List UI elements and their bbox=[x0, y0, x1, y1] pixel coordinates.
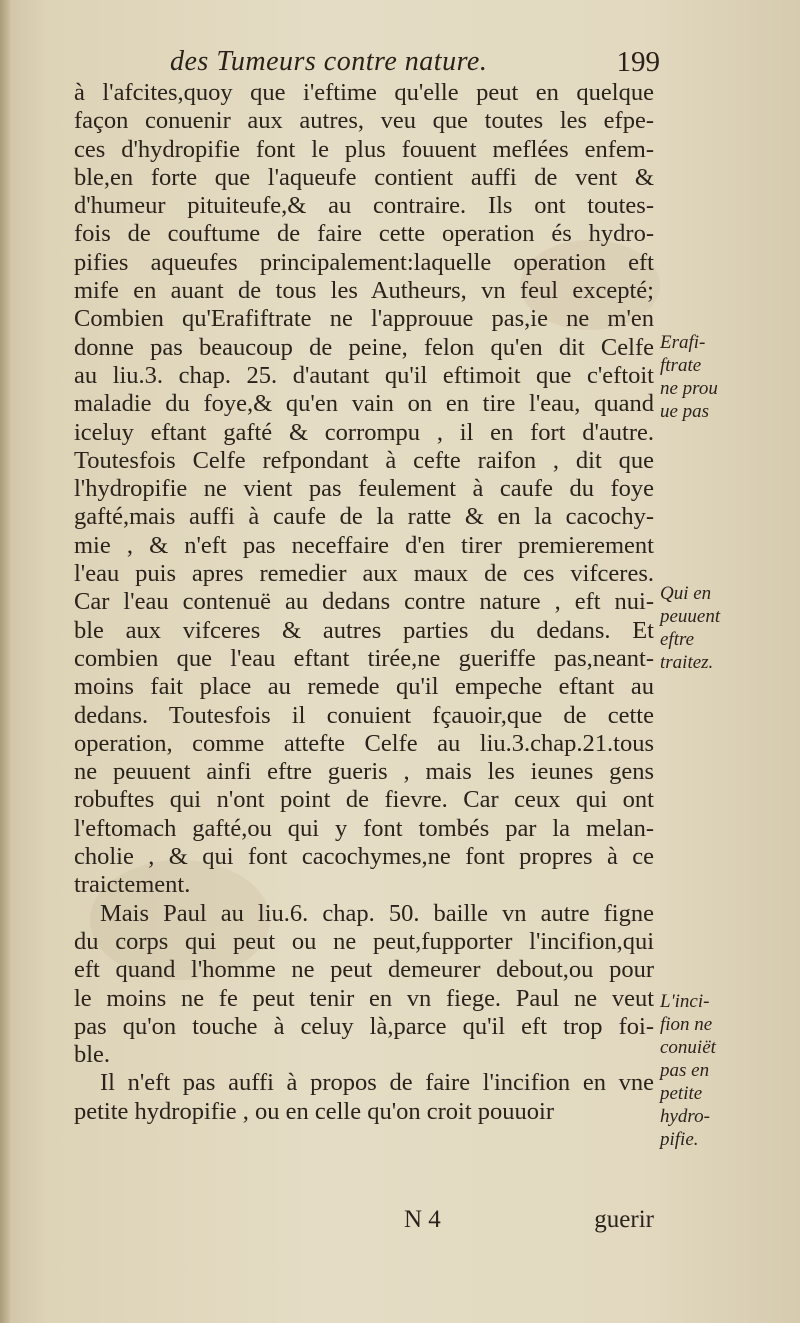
page-number: 199 bbox=[616, 46, 660, 78]
text-line: Mais Paul au liu.6. chap. 50. baille vn autre figne bbox=[100, 899, 654, 927]
margin-note-line: traitez. bbox=[660, 652, 714, 673]
text-line: ces d'hydropifie font le plus fouuent meflées enfem- bbox=[74, 135, 654, 163]
text-line: ble. bbox=[74, 1041, 111, 1069]
text-line: le moins ne fe peut tenir en vn fiege. Paul ne veut bbox=[74, 984, 654, 1012]
text-line: cholie , & qui font cacochymes,ne font propres à ce bbox=[74, 843, 654, 871]
margin-note-line: eftre bbox=[660, 629, 695, 650]
text-line: pas qu'on touche à celuy là,parce qu'il eft trop foi- bbox=[74, 1012, 654, 1040]
running-title: des Tumeurs contre nature. bbox=[170, 46, 488, 77]
text-line: pifies aqueufes principalement:laquelle operation eft bbox=[74, 248, 654, 276]
margin-note-line: fion ne bbox=[660, 1014, 713, 1035]
margin-note-line: conuiët bbox=[660, 1037, 716, 1058]
text-line: fois de couftume de faire cette operation és hydro- bbox=[74, 220, 654, 248]
text-line: l'eau puis apres remedier aux maux de ces vifceres. bbox=[74, 560, 654, 588]
text-line: robuftes qui n'ont point de fievre. Car ceux qui ont bbox=[74, 786, 654, 814]
text-line: iceluy eftant gafté & corrompu , il en fort d'autre. bbox=[74, 418, 654, 446]
text-line: donne pas beaucoup de peine, felon qu'en dit Celfe bbox=[74, 333, 654, 361]
margin-note-line: peuuent bbox=[660, 606, 721, 627]
margin-note-line: ftrate bbox=[660, 355, 702, 376]
margin-note-line: L'inci- bbox=[660, 991, 710, 1012]
page-gutter-shadow bbox=[0, 0, 10, 1323]
text-line: Toutesfois Celfe refpondant à cefte raifon , dit que bbox=[74, 446, 654, 474]
text-line: Combien qu'Erafiftrate ne l'approuue pas,ie ne m'en bbox=[74, 305, 654, 333]
text-line: d'humeur pituiteufe,& au contraire. Ils ont toutes- bbox=[74, 192, 654, 220]
text-line: au liu.3. chap. 25. d'autant qu'il eftimoit que c'eftoit bbox=[74, 361, 654, 389]
page-footer bbox=[74, 1206, 654, 1236]
text-line: traictement. bbox=[74, 871, 191, 899]
margin-note-line: pifie. bbox=[660, 1129, 699, 1150]
margin-note-line: petite bbox=[660, 1083, 703, 1104]
margin-note-incision bbox=[660, 990, 770, 1151]
text-line: Car l'eau contenuë au dedans contre nature , eft nui- bbox=[74, 588, 654, 616]
text-line: dedans. Toutesfois il conuient fçauoir,que de cette bbox=[74, 701, 654, 729]
text-line: operation, comme attefte Celfe au liu.3.chap.21.tous bbox=[74, 729, 654, 757]
text-line: ble aux vifceres & autres parties du dedans. Et bbox=[74, 616, 654, 644]
margin-note-line: ue pas bbox=[660, 401, 710, 422]
margin-note-line: Qui en bbox=[660, 583, 712, 604]
text-line: petite hydropifie , ou en celle qu'on croit pouuoir bbox=[74, 1097, 554, 1125]
body-text bbox=[74, 79, 654, 1126]
signature-mark: N 4 bbox=[404, 1206, 441, 1233]
text-line: à l'afcites,quoy que i'eftime qu'elle peut en quelque bbox=[74, 79, 654, 106]
text-line: gafté,mais auffi à caufe de la ratte & en la cacochy- bbox=[74, 503, 654, 531]
text-line: mife en auant de tous les Autheurs, vn feul excepté; bbox=[74, 277, 654, 305]
margin-note-qui-en-peuuent bbox=[660, 582, 770, 674]
margin-note-line: ne prou bbox=[660, 378, 718, 399]
text-line: façon conuenir aux autres, veu que toutes les efpe- bbox=[74, 107, 654, 135]
catchword: guerir bbox=[594, 1206, 654, 1233]
text-line: ne peuuent ainfi eftre gueris , mais les ieunes gens bbox=[74, 758, 654, 786]
text-line: Il n'eft pas auffi à propos de faire l'incifion en vne bbox=[100, 1069, 654, 1097]
text-line: combien que l'eau eftant tirée,ne gueriffe pas,neant- bbox=[74, 644, 654, 672]
margin-note-line: hydro- bbox=[660, 1106, 710, 1127]
margin-note-line: pas en bbox=[660, 1060, 710, 1081]
text-line: eft quand l'homme ne peut demeurer debout,ou pour bbox=[74, 956, 654, 984]
text-line: moins fait place au remede qu'il empeche eftant au bbox=[74, 673, 654, 701]
margin-note-erasistrate bbox=[660, 331, 770, 423]
text-line: ble,en forte que l'aqueufe contient auffi de vent & bbox=[74, 163, 654, 191]
text-line: du corps qui peut ou ne peut,fupporter l'incifion,qui bbox=[74, 927, 654, 955]
text-line: maladie du foye,& qu'en vain on en tire l'eau, quand bbox=[74, 390, 654, 418]
text-line: mie , & n'eft pas neceffaire d'en tirer premierement bbox=[74, 531, 654, 559]
text-line: l'hydropifie ne vient pas feulement à caufe du foye bbox=[74, 475, 654, 503]
text-line: l'eftomach gafté,ou qui y font tombés par la melan- bbox=[74, 814, 654, 842]
margin-note-line: Erafi- bbox=[660, 332, 706, 353]
